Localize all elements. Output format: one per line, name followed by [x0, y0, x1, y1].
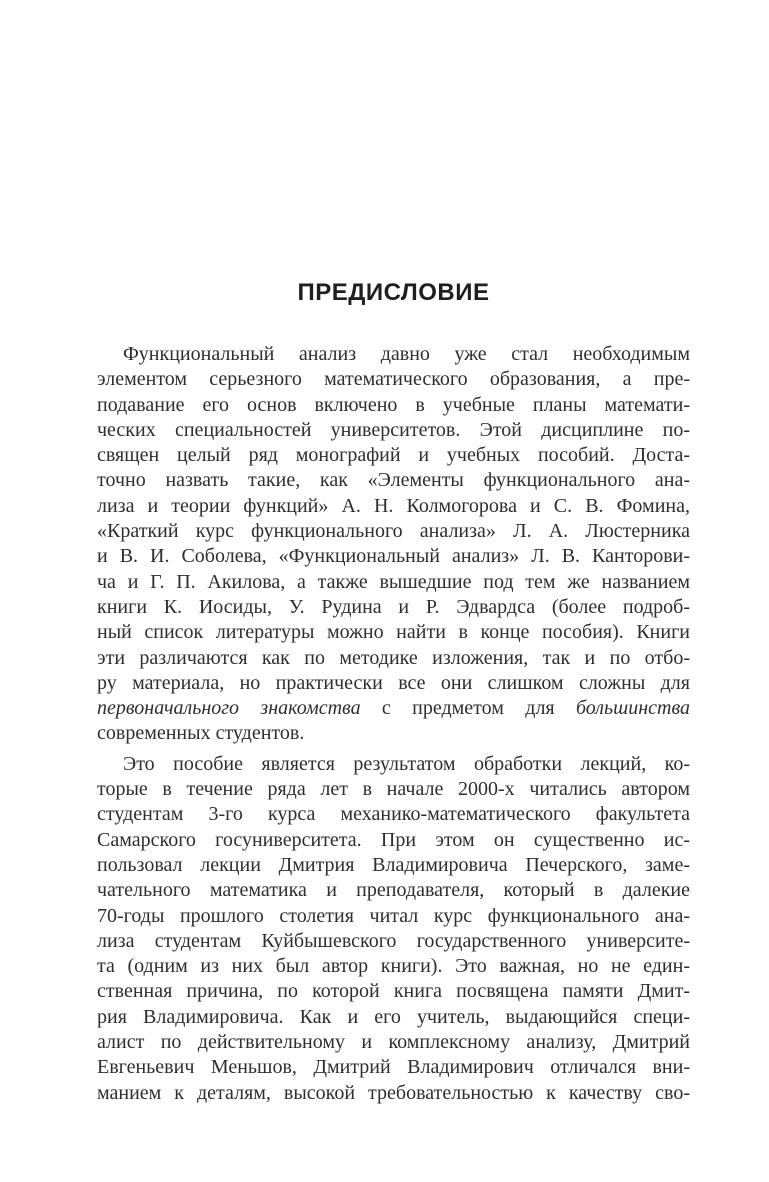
text-line [97, 544, 690, 569]
text-line [97, 646, 690, 671]
text-segment: и В. И. Соболева, «Функциональный анализ» Л. В. Канторови- [97, 545, 690, 568]
text-line [97, 418, 690, 443]
text-segment: алист по действительному и комплексному анализу, Дмитрий [97, 1031, 690, 1054]
text-line [97, 443, 690, 468]
text-line [97, 1005, 690, 1030]
text-segment: лиза студентам Куйбышевского государственного университе- [97, 929, 690, 952]
text-segment: студентам 3-го курса механико-математического факультета [97, 803, 690, 826]
italic-text: первоначального знакомства [97, 697, 361, 720]
text-segment: та (одним из них был автор книги). Это важная, но не един- [97, 955, 690, 978]
text-line [97, 904, 690, 929]
text-segment: пользовал лекции Дмитрия Владимировича Печерского, заме- [97, 853, 690, 876]
text-segment: торые в течение ряда лет в начале 2000-х читались автором [97, 778, 690, 801]
text-line [97, 393, 690, 418]
text-line [97, 519, 690, 544]
body-text [97, 342, 690, 1106]
text-line [97, 828, 690, 853]
text-line [97, 929, 690, 954]
text-line [97, 494, 690, 519]
paragraph-1 [97, 342, 690, 747]
text-line [97, 802, 690, 827]
text-segment: рия Владимировича. Как и его учитель, выдающийся специ- [97, 1005, 690, 1028]
text-segment: ный список литературы можно найти в конце пособия). Книги [97, 621, 690, 644]
text-line [97, 853, 690, 878]
text-line [97, 1055, 690, 1080]
text-segment: «Краткий курс функционального анализа» Л. А. Люстерника [97, 520, 690, 543]
preface-title: ПРЕДИСЛОВИЕ [297, 279, 490, 306]
text-segment: Самарского госуниверситета. При этом он существенно ис- [97, 828, 690, 851]
text-segment: ственная причина, по которой книга посвящена памяти Дмит- [97, 980, 690, 1003]
text-line [97, 1081, 690, 1106]
text-segment: 70-годы прошлого столетия читал курс функционального ана- [97, 904, 690, 927]
text-segment: с предметом для [360, 697, 576, 720]
text-segment: современных студентов. [97, 722, 305, 745]
text-line [97, 570, 690, 595]
text-segment: манием к деталям, высокой требовательностью к качеству сво- [97, 1081, 690, 1104]
text-line [97, 979, 690, 1004]
text-segment: точно назвать такие, как «Элементы функционального ана- [97, 469, 690, 492]
text-segment: священ целый ряд монографий и учебных пособий. Доста- [97, 444, 690, 467]
text-line [97, 671, 690, 696]
text-segment: Евгеньевич Меньшов, Дмитрий Владимирович отличался вни- [97, 1056, 690, 1079]
text-line [97, 342, 690, 367]
text-line [97, 752, 690, 777]
text-segment: чательного математика и преподавателя, который в далекие [97, 879, 690, 902]
text-segment: ческих специальностей университетов. Этой дисциплине по- [97, 418, 690, 441]
text-segment: Функциональный анализ давно уже стал необходимым [123, 343, 690, 365]
text-line [97, 367, 690, 392]
text-segment: эти различаются как по методике изложения, так и по отбо- [97, 646, 690, 669]
text-segment: ча и Г. П. Акилова, а также вышедшие под тем же названием [97, 570, 690, 593]
text-line [97, 620, 690, 645]
text-segment: Это пособие является результатом обработки лекций, ко- [123, 752, 690, 775]
italic-text: большинства [575, 697, 690, 720]
text-line [97, 595, 690, 620]
text-segment: элементом серьезного математического образования, а пре- [97, 368, 690, 391]
text-segment: подавание его основ включено в учебные планы математи- [97, 393, 690, 416]
text-segment: лиза и теории функций» А. Н. Колмогорова и С. В. Фомина, [97, 494, 690, 517]
text-line [97, 878, 690, 903]
text-segment: книги К. Иосиды, У. Рудина и Р. Эдвардса (более подроб- [97, 595, 690, 618]
text-line [97, 721, 690, 746]
text-line [97, 468, 690, 493]
text-segment: ру материала, но практически все они слишком сложны для [97, 671, 690, 694]
text-line [97, 696, 690, 721]
paragraph-2 [97, 752, 690, 1106]
text-line [97, 1030, 690, 1055]
text-line [97, 954, 690, 979]
text-line [97, 777, 690, 802]
